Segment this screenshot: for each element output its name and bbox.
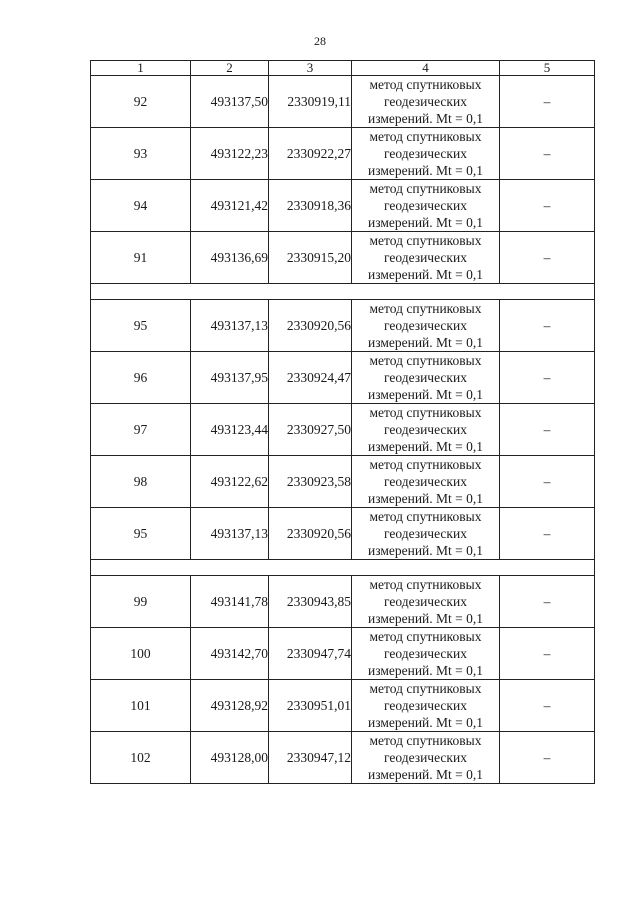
method-line: измерений. Mt = 0,1 xyxy=(367,663,484,678)
note-cell: – xyxy=(500,404,595,456)
method-line: метод спутниковых xyxy=(369,577,482,592)
table-header-row xyxy=(91,61,595,76)
method-line: геодезических xyxy=(384,698,467,713)
x-coordinate-cell: 493137,13 xyxy=(191,300,269,352)
method-line: геодезических xyxy=(384,422,467,437)
method-line: измерений. Mt = 0,1 xyxy=(367,267,484,282)
method-line: метод спутниковых xyxy=(369,353,482,368)
point-number-cell: 91 xyxy=(91,232,191,284)
note-cell: – xyxy=(500,300,595,352)
method-line: измерений. Mt = 0,1 xyxy=(367,491,484,506)
method-line: измерений. Mt = 0,1 xyxy=(367,543,484,558)
method-line: геодезических xyxy=(384,474,467,489)
group-separator-row xyxy=(91,284,595,300)
method-line: измерений. Mt = 0,1 xyxy=(367,215,484,230)
method-line: геодезических xyxy=(384,646,467,661)
table-row xyxy=(91,180,595,232)
x-coordinate-cell: 493122,62 xyxy=(191,456,269,508)
header-col-3: 3 xyxy=(269,61,352,76)
method-line: измерений. Mt = 0,1 xyxy=(367,163,484,178)
x-coordinate-cell: 493121,42 xyxy=(191,180,269,232)
method-line: геодезических xyxy=(384,318,467,333)
method-line: метод спутниковых xyxy=(369,77,482,92)
method-line: измерений. Mt = 0,1 xyxy=(367,111,484,126)
header-col-1: 1 xyxy=(91,61,191,76)
x-coordinate-cell: 493142,70 xyxy=(191,628,269,680)
method-line: измерений. Mt = 0,1 xyxy=(367,439,484,454)
table-row xyxy=(91,456,595,508)
y-coordinate-cell: 2330927,50 xyxy=(269,404,352,456)
note-cell: – xyxy=(500,352,595,404)
point-number-cell: 101 xyxy=(91,680,191,732)
method-cell xyxy=(352,680,500,732)
point-number-cell: 95 xyxy=(91,300,191,352)
method-line: геодезических xyxy=(384,594,467,609)
table-row xyxy=(91,680,595,732)
table-row xyxy=(91,508,595,560)
table-row xyxy=(91,300,595,352)
x-coordinate-cell: 493137,13 xyxy=(191,508,269,560)
x-coordinate-cell: 493136,69 xyxy=(191,232,269,284)
point-number-cell: 92 xyxy=(91,76,191,128)
y-coordinate-cell: 2330922,27 xyxy=(269,128,352,180)
note-cell: – xyxy=(500,508,595,560)
y-coordinate-cell: 2330943,85 xyxy=(269,576,352,628)
point-number-cell: 96 xyxy=(91,352,191,404)
table-row xyxy=(91,404,595,456)
point-number-cell: 98 xyxy=(91,456,191,508)
note-cell: – xyxy=(500,76,595,128)
method-cell xyxy=(352,732,500,784)
table-row xyxy=(91,628,595,680)
table-row xyxy=(91,232,595,284)
method-line: измерений. Mt = 0,1 xyxy=(367,767,484,782)
method-line: измерений. Mt = 0,1 xyxy=(367,335,484,350)
header-col-4: 4 xyxy=(352,61,500,76)
table-row xyxy=(91,128,595,180)
method-line: геодезических xyxy=(384,370,467,385)
x-coordinate-cell: 493141,78 xyxy=(191,576,269,628)
note-cell: – xyxy=(500,628,595,680)
method-line: геодезических xyxy=(384,198,467,213)
method-cell xyxy=(352,508,500,560)
note-cell: – xyxy=(500,180,595,232)
group-separator-cell xyxy=(91,560,595,576)
y-coordinate-cell: 2330923,58 xyxy=(269,456,352,508)
y-coordinate-cell: 2330951,01 xyxy=(269,680,352,732)
method-cell xyxy=(352,404,500,456)
method-line: метод спутниковых xyxy=(369,457,482,472)
method-line: метод спутниковых xyxy=(369,629,482,644)
method-line: метод спутниковых xyxy=(369,681,482,696)
table-row xyxy=(91,732,595,784)
point-number-cell: 93 xyxy=(91,128,191,180)
y-coordinate-cell: 2330947,74 xyxy=(269,628,352,680)
method-line: геодезических xyxy=(384,146,467,161)
coordinates-table xyxy=(90,60,595,784)
method-line: геодезических xyxy=(384,750,467,765)
method-line: метод спутниковых xyxy=(369,129,482,144)
note-cell: – xyxy=(500,232,595,284)
x-coordinate-cell: 493123,44 xyxy=(191,404,269,456)
y-coordinate-cell: 2330918,36 xyxy=(269,180,352,232)
method-line: метод спутниковых xyxy=(369,301,482,316)
method-cell xyxy=(352,180,500,232)
x-coordinate-cell: 493137,95 xyxy=(191,352,269,404)
table-row xyxy=(91,576,595,628)
method-line: измерений. Mt = 0,1 xyxy=(367,611,484,626)
method-cell xyxy=(352,232,500,284)
header-col-2: 2 xyxy=(191,61,269,76)
y-coordinate-cell: 2330920,56 xyxy=(269,300,352,352)
method-line: геодезических xyxy=(384,94,467,109)
method-line: измерений. Mt = 0,1 xyxy=(367,387,484,402)
method-cell xyxy=(352,300,500,352)
header-col-5: 5 xyxy=(500,61,595,76)
group-separator-cell xyxy=(91,284,595,300)
point-number-cell: 95 xyxy=(91,508,191,560)
method-line: метод спутниковых xyxy=(369,181,482,196)
note-cell: – xyxy=(500,576,595,628)
method-cell xyxy=(352,76,500,128)
method-line: геодезических xyxy=(384,526,467,541)
note-cell: – xyxy=(500,128,595,180)
point-number-cell: 99 xyxy=(91,576,191,628)
y-coordinate-cell: 2330919,11 xyxy=(269,76,352,128)
page-number: 28 xyxy=(314,34,326,48)
method-line: метод спутниковых xyxy=(369,509,482,524)
y-coordinate-cell: 2330924,47 xyxy=(269,352,352,404)
point-number-cell: 102 xyxy=(91,732,191,784)
point-number-cell: 94 xyxy=(91,180,191,232)
table-row xyxy=(91,76,595,128)
x-coordinate-cell: 493122,23 xyxy=(191,128,269,180)
x-coordinate-cell: 493128,00 xyxy=(191,732,269,784)
table-body xyxy=(91,76,595,784)
y-coordinate-cell: 2330920,56 xyxy=(269,508,352,560)
x-coordinate-cell: 493128,92 xyxy=(191,680,269,732)
method-line: метод спутниковых xyxy=(369,733,482,748)
y-coordinate-cell: 2330947,12 xyxy=(269,732,352,784)
method-line: метод спутниковых xyxy=(369,233,482,248)
note-cell: – xyxy=(500,456,595,508)
point-number-cell: 100 xyxy=(91,628,191,680)
note-cell: – xyxy=(500,732,595,784)
method-cell xyxy=(352,352,500,404)
method-line: геодезических xyxy=(384,250,467,265)
table-row xyxy=(91,352,595,404)
y-coordinate-cell: 2330915,20 xyxy=(269,232,352,284)
method-cell xyxy=(352,576,500,628)
method-cell xyxy=(352,456,500,508)
x-coordinate-cell: 493137,50 xyxy=(191,76,269,128)
point-number-cell: 97 xyxy=(91,404,191,456)
method-line: измерений. Mt = 0,1 xyxy=(367,715,484,730)
method-cell xyxy=(352,128,500,180)
method-cell xyxy=(352,628,500,680)
group-separator-row xyxy=(91,560,595,576)
method-line: метод спутниковых xyxy=(369,405,482,420)
note-cell: – xyxy=(500,680,595,732)
